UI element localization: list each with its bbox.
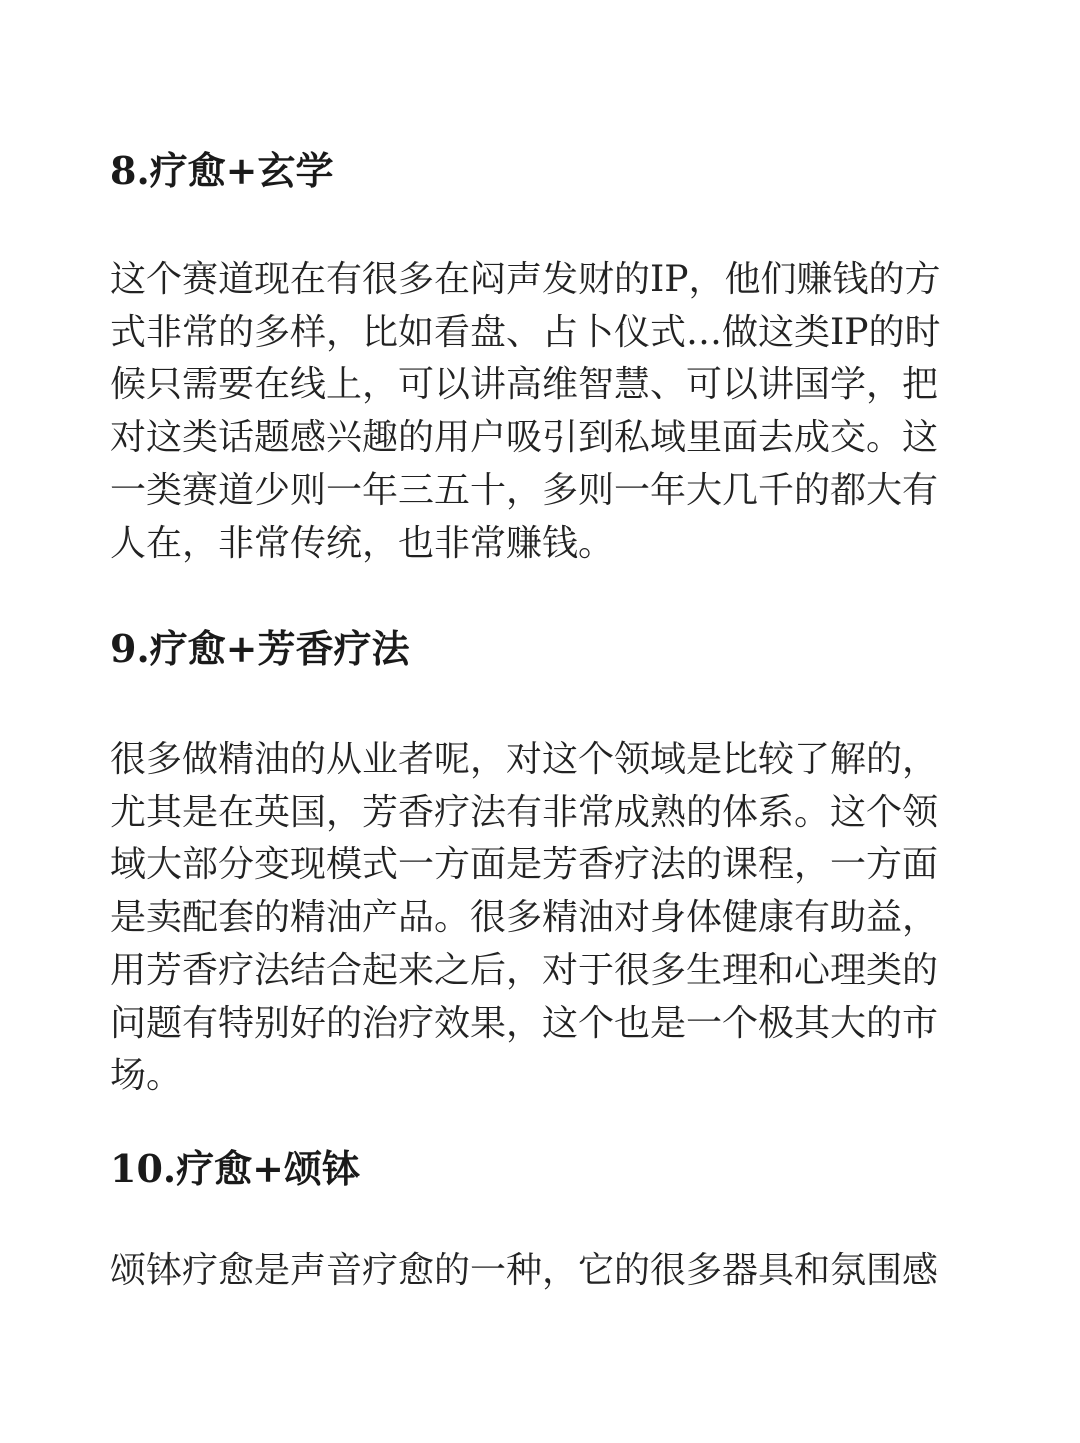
paragraph-line: 问题有特别好的治疗效果，这个也是一个极其大的市 [110,1002,939,1044]
paragraph-line: 用芳香疗法结合起来之后，对于很多生理和心理类的 [110,949,939,991]
paragraph-line: 尤其是在英国，芳香疗法有非常成熟的体系。这个领 [110,791,939,833]
paragraph-line: 式非常的多样，比如看盘、占卜仪式…做这类IP的时 [110,311,941,353]
section-heading-8: 8.疗愈+玄学 [110,148,334,193]
paragraph-line: 场。 [110,1055,183,1097]
section-paragraph-9 [110,734,974,1103]
paragraph-line: 一类赛道少则一年三五十，多则一年大几千的都大有 [110,469,939,511]
paragraph-line: 这个赛道现在有很多在闷声发财的IP，他们赚钱的方 [110,259,941,300]
paragraph-line: 是卖配套的精油产品。很多精油对身体健康有助益， [110,897,939,939]
paragraph-line: 域大部分变现模式一方面是芳香疗法的课程，一方面 [110,844,939,886]
paragraph-line: 很多做精油的从业者呢，对这个领域是比较了解的， [110,739,939,780]
section-paragraph-8 [110,254,974,570]
paragraph-line: 候只需要在线上，可以讲高维智慧、可以讲国学，把 [110,364,939,406]
paragraph-line: 颂钵疗愈是声音疗愈的一种，它的很多器具和氛围感 [110,1250,939,1291]
paragraph-line: 对这类话题感兴趣的用户吸引到私域里面去成交。这 [110,417,939,459]
section-paragraph-10 [110,1245,974,1298]
paragraph-line: 人在，非常传统，也非常赚钱。 [110,522,615,564]
section-heading-10: 10.疗愈+颂钵 [110,1146,360,1191]
section-heading-9: 9.疗愈+芳香疗法 [110,626,410,671]
